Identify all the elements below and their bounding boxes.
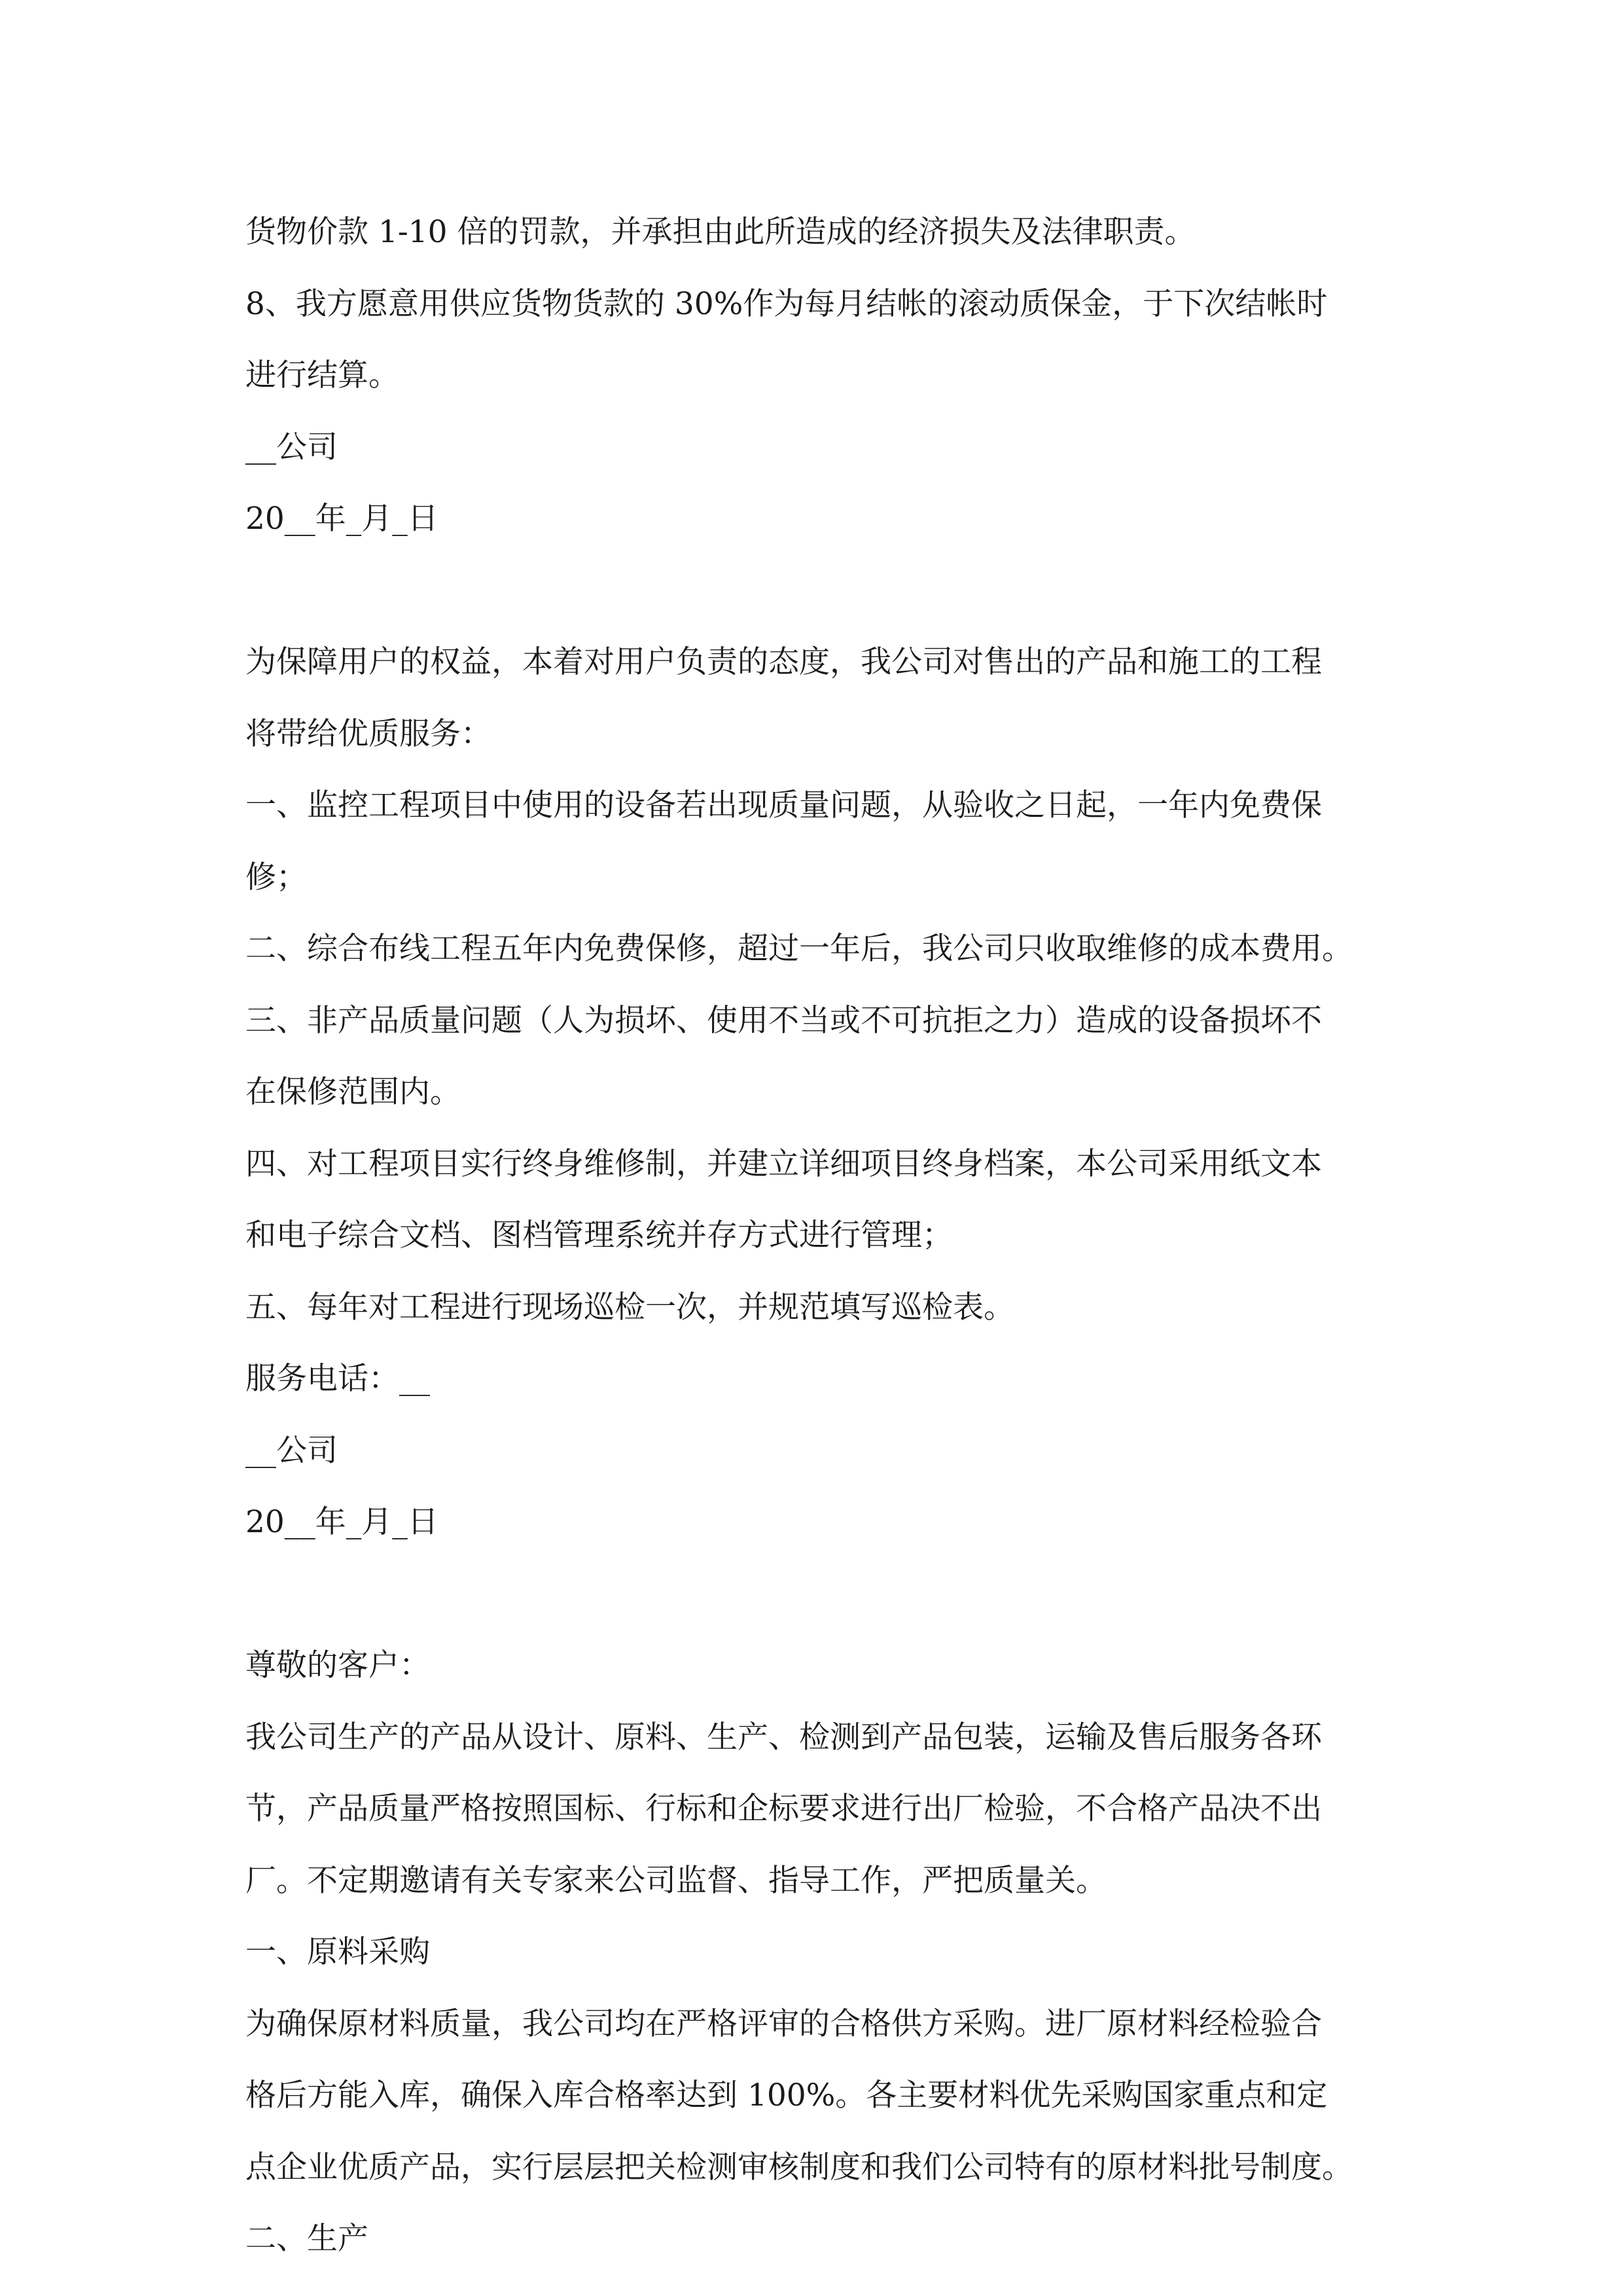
date-line: 20__年_月_日 [245,1504,438,1540]
text-line: 和电子综合文档、图档管理系统并存方式进行管理； [245,1217,953,1253]
paragraph-gap [245,1558,1397,1630]
text-line: 点企业优质产品，实行层层把关检测审核制度和我们公司特有的原材料批号制度。 [245,2149,1353,2185]
text-line: 将带给优质服务： [245,715,491,752]
document-body [245,196,1397,2275]
text-line: 厂。不定期邀请有关专家来公司监督、指导工作，严把质量关。 [245,1862,1107,1899]
company-signature: __公司 [245,429,338,465]
paragraph-gap [245,555,1397,627]
date-line: 20__年_月_日 [245,501,438,537]
text-line: 8、我方愿意用供应货物货款的 30%作为每月结帐的滚动质保金，于下次结帐时 [245,285,1328,322]
text-line: 节，产品质量严格按照国标、行标和企标要求进行出厂检验，不合格产品决不出 [245,1791,1322,1827]
text-line: 我公司生产的产品从设计、原料、生产、检测到产品包装，运输及售后服务各环 [245,1719,1322,1755]
text-line: 在保修范围内。 [245,1074,461,1110]
company-signature: __公司 [245,1432,338,1469]
list-item: 五、每年对工程进行现场巡检一次，并规范填写巡检表。 [245,1289,1014,1325]
text-line: 货物价款 1-10 倍的罚款，并承担由此所造成的经济损失及法律职责。 [245,214,1196,250]
list-item: 一、监控工程项目中使用的设备若出现质量问题，从验收之日起，一年内免费保 [245,787,1322,823]
text-line: 为确保原材料质量，我公司均在严格评审的合格供方采购。进厂原材料经检验合 [245,2005,1322,2042]
text-line: 修； [245,859,307,895]
section-heading: 一、原料采购 [245,1934,430,1970]
text-line: 格后方能入库，确保入库合格率达到 100%。各主要材料优先采购国家重点和定 [245,2077,1328,2113]
salutation: 尊敬的客户： [245,1647,430,1683]
list-item: 三、非产品质量问题（人为损坏、使用不当或不可抗拒之力）造成的设备损坏不 [245,1002,1322,1039]
list-item: 四、对工程项目实行终身维修制，并建立详细项目终身档案，本公司采用纸文本 [245,1145,1322,1182]
list-item: 二、综合布线工程五年内免费保修，超过一年后，我公司只收取维修的成本费用。 [245,931,1353,967]
service-phone: 服务电话：__ [245,1361,430,1397]
text-line: 为保障用户的权益，本着对用户负责的态度，我公司对售出的产品和施工的工程 [245,644,1322,680]
section-heading: 二、生产 [245,2221,368,2257]
text-line: 进行结算。 [245,357,399,393]
